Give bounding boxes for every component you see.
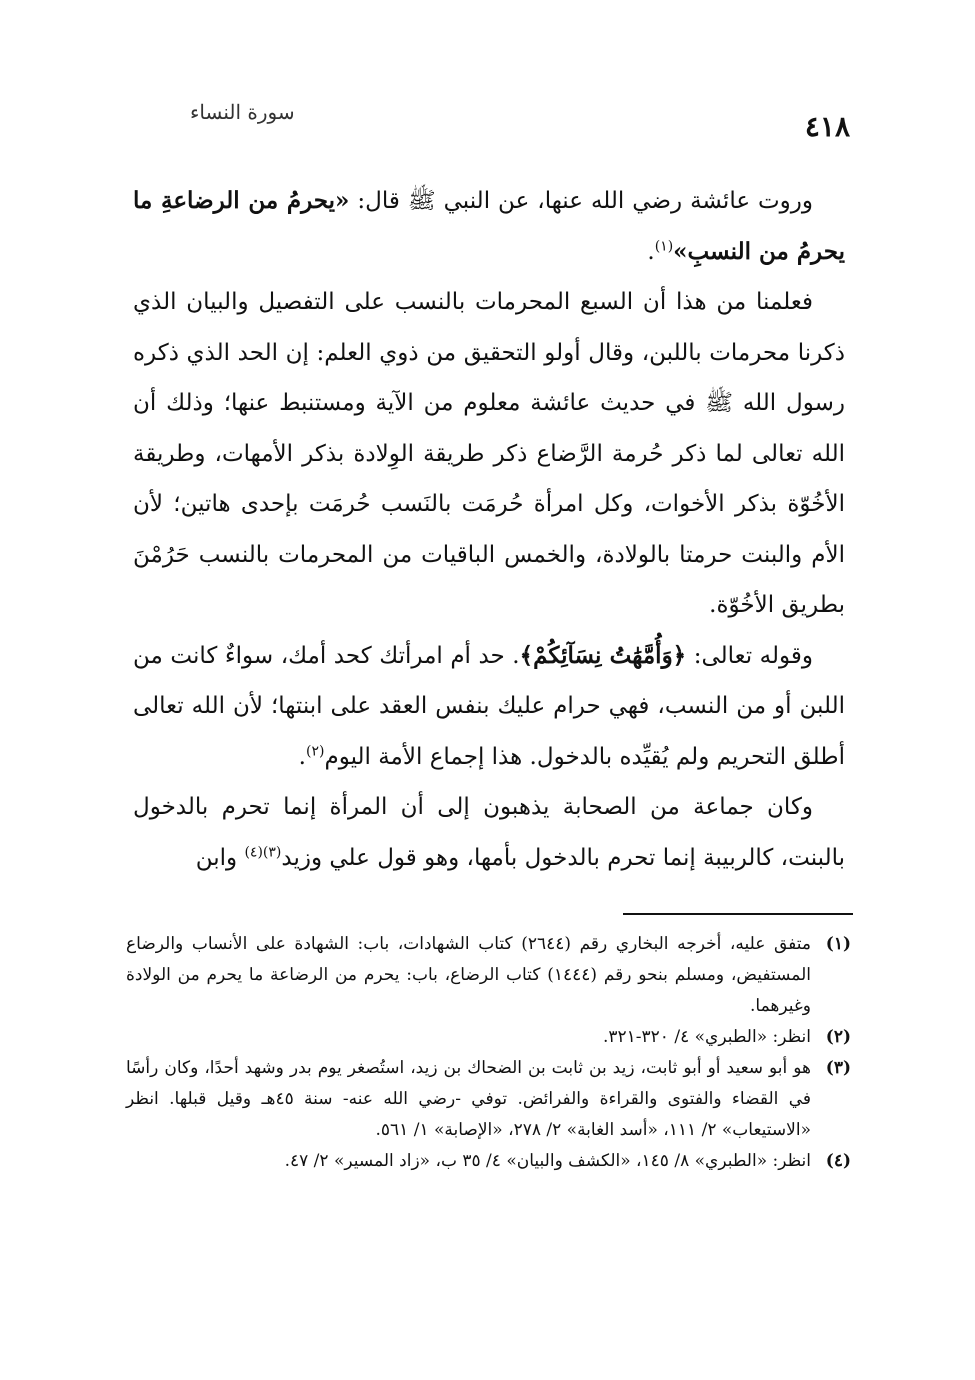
page-header: [130, 96, 850, 146]
footnote-ref-1: (١): [654, 237, 674, 254]
paragraph-4: [133, 782, 845, 883]
footnote-text: انظر: «الطبري» ٨/ ١٤٥، «الكشف والبيان» ٤/ ٣٥ ب، «زاد المسير» ٢/ ٤٧.: [284, 1151, 811, 1171]
footnote-1: [126, 929, 851, 1022]
footnotes: [126, 929, 851, 1177]
paragraph-1: [133, 176, 845, 277]
footnote-number: (٣): [825, 1058, 851, 1078]
footnote-text: هو أبو سعيد أو أبو ثابت، زيد بن ثابت بن الضحاك بن زيد، استُصغر يوم بدر وشهد أحدًا، وكان رأسًا في القضاء والفتوى والقراءة والفرائض. توفي -رضي الله عنه- سنة ٤٥هـ وقيل قبلها. انظر «الاستيعاب» ٢/ ١١١، «أسد الغابة» ٢/ ٢٧٨، «الإصابة» ١/ ٥٦١.: [126, 1058, 811, 1140]
footnote-number: (١): [825, 934, 851, 954]
surah-title: سورة النساء: [190, 100, 295, 124]
p1-end: .: [647, 238, 655, 265]
p3-intro: وقوله تعالى:: [686, 642, 813, 669]
paragraph-2: فعلمنا من هذا أن السبع المحرمات بالنسب على التفصيل والبيان الذي ذكرنا محرمات باللبن، وقال أولو التحقيق من ذوي العلم: إن الحد الذي ذكره رسول الله ﷺ في حديث عائشة معلوم من الآية ومستنبط عنها؛ وذلك أن الله تعالى لما ذكر حُرمة الرَّضاع ذكر طريقة الوِلادة بذكر الأمهات، وطريقة الأخُوّة بذكر الأخوات، وكل امرأة حُرمَت بالنَسب حُرمَت بإحدى هاتين؛ لأن الأم والبنت حرمتا بالولادة، والخمس الباقيات من المحرمات بالنسب حَرُمْنَ بطريق الأخُوّة.: [133, 289, 845, 618]
p3-body: . حد أم امرأتك كحد أمك، سواءٌ كانت من اللبن أو من النسب، فهي حرام عليك بنفس العقد على ابنتها؛ لأن الله تعالى أطلق التحريم ولم يُقيِّده بالدخول. هذا إجماع الأمة اليوم: [133, 642, 845, 770]
hadith-quote: «يحرمُ من الرضاعةِ ما يحرمُ من النسبِ»: [133, 187, 845, 265]
footnote-divider: [623, 913, 853, 915]
main-text: [133, 176, 845, 883]
footnote-text: متفق عليه، أخرجه البخاري رقم (٢٦٤٤) كتاب الشهادات، باب: الشهادة على الأنساب والرضاع المستفيض، ومسلم بنحو رقم (١٤٤٤) كتاب الرضاع، باب: يحرم من الرضاعة ما يحرم من الولادة وغيرهما.: [126, 934, 811, 1016]
paragraph-3: [133, 631, 845, 783]
footnote-4: [126, 1146, 851, 1177]
footnote-3: [126, 1053, 851, 1146]
footnote-number: (٤): [825, 1151, 851, 1171]
p3-end: .: [298, 743, 306, 770]
footnote-text: انظر: «الطبري» ٤/ ٣٢٠-٣٢١.: [602, 1027, 811, 1047]
quran-verse: ﴿وَأُمَّهَٰتُ نِسَآئِكُمْ﴾: [519, 641, 687, 669]
footnote-2: [126, 1022, 851, 1053]
page-number: ٤١٨: [804, 110, 850, 143]
p1-text: وروت عائشة رضي الله عنها، عن النبي ﷺ قال:: [349, 188, 814, 214]
p4-end: وابن: [195, 844, 245, 871]
footnote-number: (٢): [825, 1027, 851, 1047]
footnote-ref-3-4: (٣)(٤): [244, 843, 282, 860]
footnote-ref-2: (٢): [305, 742, 325, 759]
p4-body: وكان جماعة من الصحابة يذهبون إلى أن المرأة إنما تحرم بالدخول بالبنت، كالربيبة إنما تحرم بالدخول بأمها، وهو قول علي وزيد: [133, 794, 845, 871]
